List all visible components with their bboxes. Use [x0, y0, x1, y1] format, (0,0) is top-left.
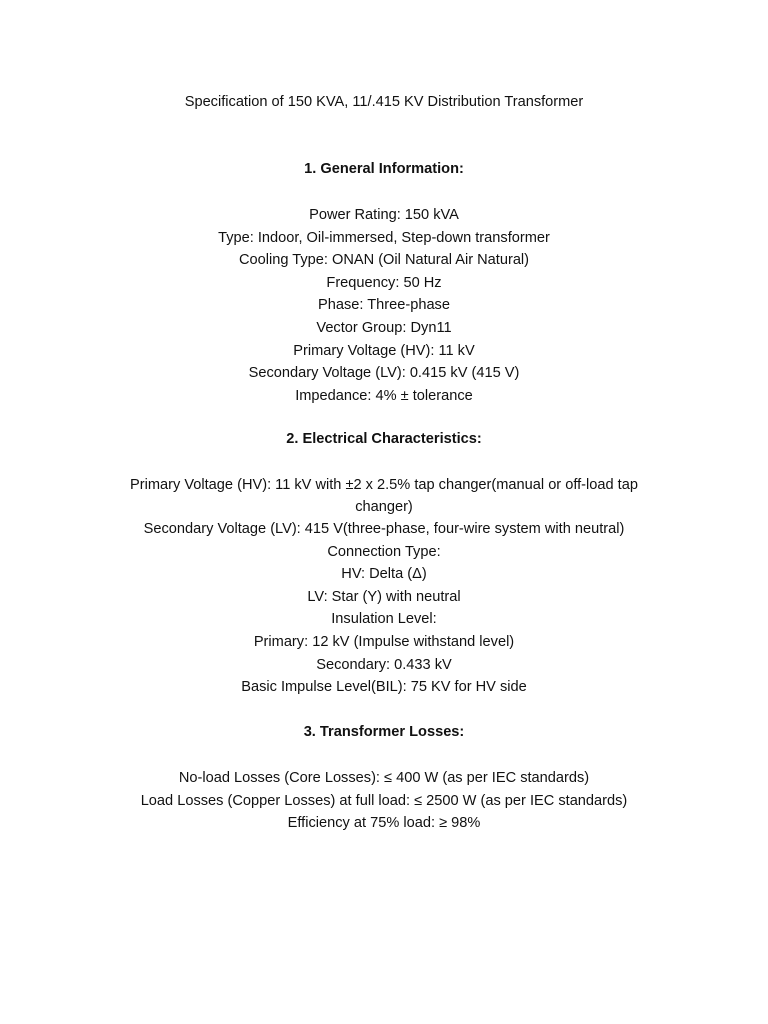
spec-line: LV: Star (Y) with neutral	[307, 588, 461, 605]
spec-line: Connection Type:	[327, 543, 441, 560]
spec-line: Primary: 12 kV (Impulse withstand level)	[253, 633, 515, 650]
spec-line: Secondary Voltage (LV): 0.415 kV (415 V)	[248, 365, 520, 382]
spec-line: Efficiency at 75% load: ≥ 98%	[287, 815, 481, 832]
spec-line: Cooling Type: ONAN (Oil Natural Air Natural)	[238, 252, 530, 269]
spec-list	[0, 767, 768, 835]
spec-line: Load Losses (Copper Losses) at full load: ≤ 2500 W (as per IEC standards)	[140, 792, 628, 809]
spec-line-text: Primary Voltage (HV): 11 kV with ±2 x 2.5% tap changer(manual or off-load tap changer)	[130, 477, 638, 515]
spec-line: Primary Voltage (HV): 11 kV	[293, 342, 475, 359]
spec-line: Type: Indoor, Oil-immersed, Step-down transformer	[218, 229, 550, 246]
section-general-information	[0, 159, 768, 407]
spec-line: Phase: Three-phase	[318, 297, 450, 314]
section-heading: 3. Transformer Losses:	[303, 724, 465, 740]
spec-line	[0, 474, 768, 518]
spec-list	[0, 474, 768, 699]
document-title: Specification of 150 KVA, 11/.415 KV Distribution Transformer	[184, 94, 584, 110]
spec-line: Power Rating: 150 kVA	[309, 207, 459, 223]
section-transformer-losses	[0, 722, 768, 835]
spec-line: Basic Impulse Level(BIL): 75 KV for HV side	[241, 679, 527, 696]
spec-line: Secondary Voltage (LV): 415 V(three-phase, four-wire system with neutral)	[143, 521, 625, 537]
spec-line: Impedance: 4% ± tolerance	[295, 387, 473, 404]
spec-line: HV: Delta (Δ)	[341, 566, 427, 583]
spec-list	[0, 204, 768, 407]
spec-line: No-load Losses (Core Losses): ≤ 400 W (as per IEC standards)	[178, 770, 590, 786]
spec-line: Secondary: 0.433 kV	[316, 656, 452, 673]
spec-line: Vector Group: Dyn11	[316, 319, 452, 336]
spec-line: Insulation Level:	[331, 611, 437, 628]
section-electrical-characteristics	[0, 429, 768, 699]
section-heading: 1. General Information:	[304, 161, 464, 177]
section-heading: 2. Electrical Characteristics:	[286, 431, 482, 447]
spec-line: Frequency: 50 Hz	[326, 274, 442, 291]
